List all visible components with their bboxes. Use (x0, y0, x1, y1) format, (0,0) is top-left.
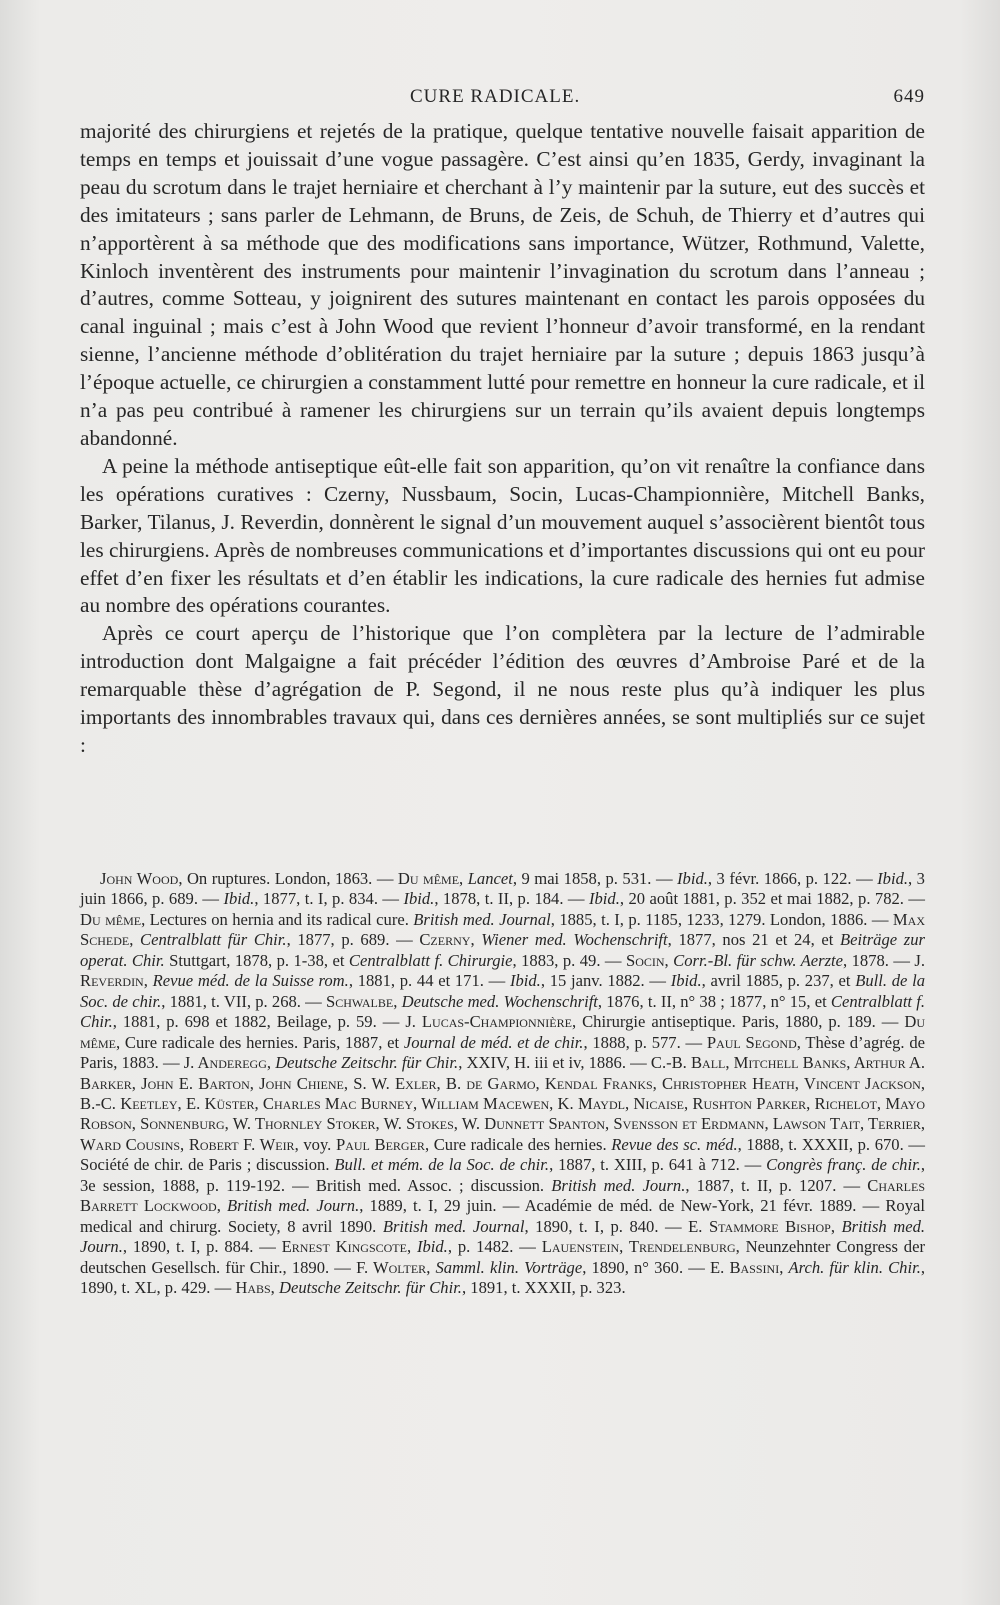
reference-author: John Wood (100, 869, 179, 888)
reference-text: , (470, 930, 482, 950)
reference-text: , 1890, t. I, p. 840. — (524, 1216, 689, 1236)
reference-title: Ibid. (416, 1237, 448, 1257)
reference-text: , 1888, t. XXXII, p. 670. — Société de chir. de Paris ; discussion. (80, 1134, 925, 1175)
reference-author: Charles Barrett Lockwood (80, 1175, 925, 1216)
reference-title: Deutsche Zeitschr. für Chir. (278, 1278, 462, 1298)
reference-text: , (266, 1053, 276, 1073)
reference-title: Centralblatt für Chir. (140, 930, 287, 950)
reference-author: Ernest Kingscote (281, 1237, 407, 1257)
reference-title: Beiträge zur operat. Chir. (80, 930, 925, 970)
reference-author: F. Wolter (356, 1257, 427, 1277)
reference-text: , 1878, t. II, p. 184. — (434, 889, 589, 909)
reference-title: Congrès franç. de chir. (766, 1155, 921, 1175)
reference-author: J. Lucas-Championnière (405, 1012, 572, 1032)
reference-author: Lauenstein, Trendelenburg (541, 1237, 736, 1257)
reference-title: Centralblatt f. Chirurgie (348, 950, 513, 970)
reference-author: Du même (397, 869, 460, 888)
reference-title: British med. Journ. (551, 1175, 686, 1195)
reference-text: , Lectures on hernia and its radical cure. (141, 909, 414, 929)
reference-text: , 1877, nos 21 et 24, et (667, 930, 840, 950)
reference-title: Journal de méd. et de chir. (403, 1032, 584, 1052)
reference-text: , XXIV, H. iii et iv, 1886. — (458, 1053, 651, 1073)
reference-text: , 15 janv. 1882. — (540, 971, 671, 991)
reference-text: , 1881, p. 698 et 1882, Beilage, p. 59. — (112, 1012, 406, 1032)
reference-title: Ibid. (670, 971, 702, 991)
reference-text: , (779, 1257, 789, 1277)
reference-text: , 1890, t. I, p. 884. — (122, 1237, 282, 1257)
reference-text: , 3e session, 1888, p. 119-192. — British med. Assoc. ; discussion. (80, 1155, 926, 1195)
paragraph: Après ce court aperçu de l’historique que l’on complètera par la lecture de l’admirable introduction dont Malgaigne a fait précéder l’édition des œuvres d’Ambroise Paré et de la remarquable thèse d’agrégation de P. Segond, il ne nous reste plus qu’à indiquer les plus importants des innombrables travaux qui, dans ces dernières années, se sont multipliés sur ce sujet : (80, 621, 925, 757)
reference-title: Arch. für klin. Chir. (788, 1257, 921, 1277)
reference-text: , 3 févr. 1866, p. 122. — (707, 869, 878, 888)
reference-text: , 1881, p. 44 et 171. — (348, 971, 510, 991)
reference-text: , voy. (294, 1134, 336, 1154)
reference-text: , 1878. — (843, 950, 915, 970)
paragraph: A peine la méthode antiseptique eût-elle fait son apparition, qu’on vit renaître la confiance dans les opérations curatives : Czerny, Nussbaum, Socin, Lucas-Championnière, Mitchell Banks, Barker, Tilanus, J. Reverdin, donnèrent le signal d’un mouvement auquel s’associèrent bientôt tous les chirurgiens. Après de nombreuses communications et d’importantes discussions qui ont eu pour effet d’en fixer les résultats et d’en établir les indications, la cure radicale des hernies fut admise au nombre des opérations courantes. (80, 453, 925, 618)
reference-text: , 1885, t. I, p. 1185, 1233, 1279. London, 1886. — (550, 909, 893, 929)
reference-title: Bull. et mém. de la Soc. de chir. (334, 1155, 550, 1175)
reference-author: Paul Segond (706, 1032, 797, 1052)
reference-title: British med. Journ. (80, 1216, 926, 1257)
reference-text: , 1890, t. XL, p. 429. — (80, 1257, 926, 1298)
reference-text: , On ruptures. London, 1863. — (178, 869, 398, 888)
reference-title: British med. Journ. (227, 1196, 360, 1216)
reference-author: Du même (80, 909, 142, 929)
reference-author: Socin (625, 950, 665, 970)
reference-text: , 9 mai 1858, p. 531. — (512, 869, 678, 888)
reference-author: E. Bassini (710, 1257, 780, 1277)
reference-text: , (830, 1216, 842, 1236)
reference-text: , 1888, p. 577. — (583, 1032, 707, 1052)
reference-title: British med. Journal (413, 909, 551, 929)
running-title: CURE RADICALE. (410, 86, 581, 107)
reference-text: , Cure radicale des hernies. Paris, 1887, et (116, 1032, 404, 1052)
main-text (80, 118, 925, 760)
running-header (80, 86, 925, 112)
reference-title: Lancet (467, 869, 513, 888)
reference-title: Ibid. (223, 889, 255, 909)
reference-text: , avril 1885, p. 237, et (701, 971, 856, 991)
reference-title: Deutsche med. Wochenschrift (401, 991, 598, 1011)
reference-title: British med. Journal (382, 1216, 525, 1236)
reference-title: Ibid. (509, 971, 541, 991)
reference-author: Du même (80, 1012, 926, 1052)
reference-text: , 1877, p. 689. — (286, 930, 420, 950)
reference-author: Paul Berger (335, 1134, 425, 1154)
reference-author: E. Stammore Bishop (688, 1216, 831, 1236)
reference-text: , (270, 1278, 279, 1298)
reference-title: Revue méd. de la Suisse rom. (152, 971, 349, 991)
reference-title: Ibid. (677, 869, 708, 888)
reference-title: Centralblatt f. Chir. (80, 991, 926, 1032)
reference-author: Max Schede (80, 909, 925, 950)
reference-text: , 1881, t. VII, p. 268. — (161, 991, 326, 1011)
reference-text: , 1887, t. II, p. 1207. — (685, 1175, 868, 1195)
reference-text: , (664, 950, 674, 970)
reference-title: Ibid. (877, 869, 909, 888)
reference-text: , 1889, t. I, 29 juin. — Académie de méd. de New-York, 21 févr. 1889. — Royal medical and chirurg. Society, 8 avril 1890. (80, 1196, 925, 1236)
reference-text: , 1891, t. XXXII, p. 323. (461, 1278, 626, 1298)
reference-author: Habs (235, 1278, 271, 1298)
reference-text: , 20 août 1881, p. 352 et mai 1882, p. 782. — (619, 889, 925, 909)
reference-author: C.-B. Ball, Mitchell Banks, Arthur A. Barker, John E. Barton, John Chiene, S. W. Exler, B. de Garmo, Kendal Franks, Christopher Heath, Vincent Jackson, B.-C. Keetley, E. Küster, Charles Mac Burney, William Macewen, K. Maydl, Nicaise, Rushton Parker, Richelot, Mayo Robson, Sonnenburg, W. Thornley Stoker, W. Stokes, W. Dunnett Spanton, Svensson et Erdmann, Lawson Tait, Terrier, Ward Cousins, Robert F. Weir (80, 1053, 925, 1154)
reference-author: Schwalbe (326, 991, 394, 1011)
reference-text: , Cure radicale des hernies. (424, 1134, 612, 1154)
reference-author: J. Anderegg (183, 1053, 267, 1073)
reference-text: , (406, 1237, 417, 1257)
reference-title: Deutsche Zeitschr. für Chir. (275, 1053, 459, 1073)
reference-text: , (216, 1196, 228, 1216)
page-number: 649 (893, 86, 925, 107)
reference-text: , (459, 869, 468, 888)
reference-title: Ibid. (403, 889, 435, 909)
reference-text: , 1890, n° 360. — (582, 1257, 711, 1277)
reference-text: , (129, 930, 141, 950)
reference-text: , (143, 971, 153, 991)
reference-text: , Thèse d’agrég. de Paris, 1883. — (80, 1032, 925, 1073)
bibliography (80, 869, 925, 1299)
reference-text: , 1876, t. II, n° 38 ; 1877, n° 15, et (597, 991, 831, 1011)
reference-text: , Neunzehnter Congress der deutschen Gesellsch. für Chir., 1890. — (80, 1237, 925, 1277)
reference-title: Samml. klin. Vorträge (435, 1257, 583, 1277)
reference-title: Bull. de la Soc. de chir. (80, 971, 926, 1011)
reference-text: , 3 juin 1866, p. 689. — (80, 869, 925, 909)
reference-text: , p. 1482. — (447, 1237, 542, 1257)
reference-title: Ibid. (588, 889, 620, 909)
reference-text: , 1887, t. XIII, p. 641 à 712. — (549, 1155, 767, 1175)
reference-title: Wiener med. Wochenschrift (481, 930, 668, 950)
reference-text: , 1877, t. I, p. 834. — (254, 889, 404, 909)
paragraph: majorité des chirurgiens et rejetés de la pratique, quelque tentative nouvelle faisait apparition de temps en temps et jouissait d’une vogue passagère. C’est ainsi qu’en 1835, Gerdy, invaginant la peau du scrotum dans le trajet herniaire et cherchant à l’y maintenir par la suture, eut des succès et des imitateurs ; sans parler de Lehmann, de Bruns, de Zeis, de Schuh, de Thierry et d’autres qui n’apportèrent à sa méthode que des modifications sans importance, Wützer, Rothmund, Valette, Kinloch inventèrent des instruments pour maintenir l’invagination du scrotum dans l’anneau ; d’autres, comme Sotteau, y joignirent des sutures maintenant en contact les parois opposées du canal inguinal ; mais c’est à John Wood que revient l’honneur d’avoir transformé, en la rendant sienne, l’ancienne méthode d’oblitération du trajet herniaire par la suture ; depuis 1863 jusqu’à l’époque actuelle, ce chirurgien a constamment lutté pour remettre en honneur la cure radicale, et il n’a pas peu contribué à ramener les chirurgiens sur un terrain qu’ils avaient depuis longtemps abandonné. (80, 119, 925, 450)
reference-text: , Chirurgie antiseptique. Paris, 1880, p. 189. — (571, 1012, 905, 1032)
reference-title: Corr.-Bl. für schw. Aerzte (673, 950, 844, 970)
reference-text: , (393, 991, 402, 1011)
reference-author: Czerny (419, 930, 471, 950)
reference-text: , 1883, p. 49. — (512, 950, 626, 970)
reference-text: , (426, 1257, 436, 1277)
reference-author: J. Reverdin (80, 950, 926, 991)
reference-text: Stuttgart, 1878, p. 1-38, et (164, 950, 349, 970)
reference-title: Revue des sc. méd. (611, 1134, 738, 1154)
